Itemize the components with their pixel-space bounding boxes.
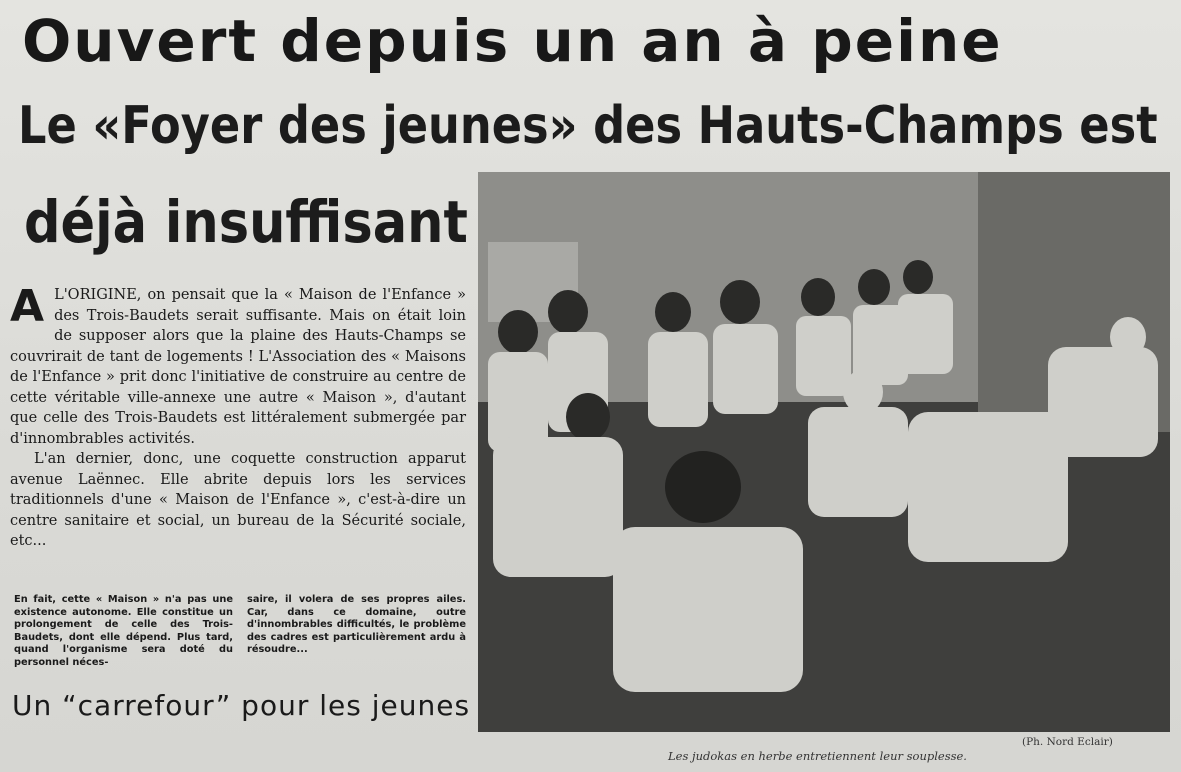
article-body <box>10 281 466 552</box>
small-column-1: En fait, cette « Maison » n'a pas une existence autonome. Elle constitue un prolongement de celle des Trois-Baudets, dont elle dépend. Plus tard, quand l'organisme sera doté du personnel néces- <box>14 594 233 668</box>
photo-caption: Les judokas en herbe entretiennent leur souplesse. <box>668 749 967 763</box>
paragraph-2: L'an dernier, donc, une coquette construction apparut avenue Laënnec. Elle abrite depuis lors les services traditionnels d'une « Maison de l'Enfance », c'est-à-dire un centre sanitaire et social, un bureau de la Sécurité sociale, etc... <box>10 451 466 549</box>
paragraph-1-text: L'ORIGINE, on pensait que la « Maison de l'Enfance » des Trois-Baudets serait suffisante. Mais on était loin de supposer alors que la plaine des Hauts-Champs se couvrirait de tant de logements ! L'Association des « Maisons de l'Enfance » prit donc l'initiative de construire au centre de cette véritable ville-annexe une autre « Maison », d'autant que celle des Trois-Baudets est littéralement submergée par d'innombrables activités. <box>10 287 466 447</box>
photo-illustration <box>478 172 1170 732</box>
paragraph-1 <box>10 281 466 449</box>
small-column-2: saire, il volera de ses propres ailes. Car, dans ce domaine, outre d'innombrables difficultés, le problème des cadres est particulièrement ardu à résoudre... <box>247 594 466 655</box>
photo-credit: (Ph. Nord Eclair) <box>1022 736 1113 748</box>
headline-main: Le «Foyer des jeunes» des Hauts-Champs est <box>18 96 1158 156</box>
small-text-columns <box>14 594 466 670</box>
headline-top: Ouvert depuis un an à peine <box>22 7 1003 75</box>
judo-class-photo <box>478 172 1170 732</box>
subheading: Un “carrefour” pour les jeunes <box>12 689 471 722</box>
headline-sub: déjà insuffisant <box>24 188 468 256</box>
drop-cap: A <box>10 281 45 332</box>
